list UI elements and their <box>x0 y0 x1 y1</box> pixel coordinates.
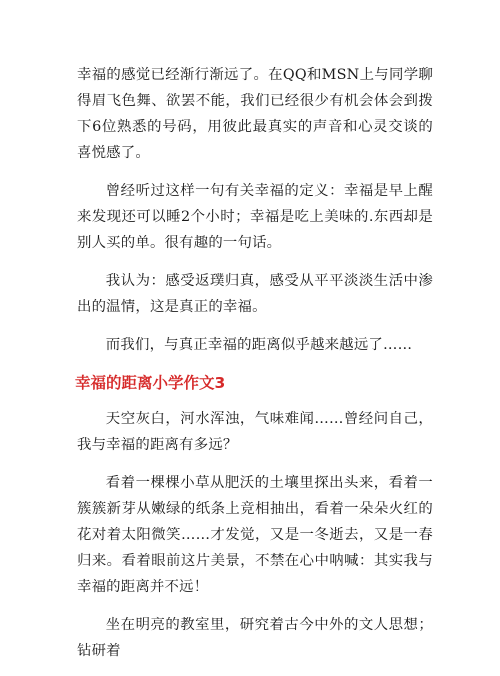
paragraph: 曾经听过这样一句有关幸福的定义：幸福是早上醒来发现还可以睡2个小时；幸福是吃上美味的.东西却是别人买的单。很有趣的一句话。 <box>77 183 433 251</box>
paragraph: 天空灰白，河水浑浊，气味难闻……曾经问自己，我与幸福的距离有多远？ <box>77 411 433 453</box>
paragraph: 我认为：感受返璞归真，感受从平平淡淡生活中渗出的温情，这是真正的幸福。 <box>77 273 433 315</box>
paragraph: 看着一棵棵小草从肥沃的土壤里探出头来，看着一簇簇新芽从嫩绿的纸条上竞相抽出，看着一朵朵火红的花对着太阳微笑……才发觉，又是一冬逝去，又是一春归来。看着眼前这片美景，不禁在心中呐喊：其实我与幸福的距离并不远！ <box>77 475 433 595</box>
section-heading: 幸福的距离小学作文3 <box>75 374 226 392</box>
paragraph: 而我们，与真正幸福的距离似乎越来越远了…… <box>105 337 413 353</box>
paragraph: 坐在明亮的教室里，研究着古今中外的文人思想；钻研着 <box>77 617 433 659</box>
article-body <box>77 62 433 676</box>
paragraph: 幸福的感觉已经渐行渐远了。在QQ和MSN上与同学聊得眉飞色舞、欲罢不能，我们已经很少有机会体会到拨下6位熟悉的号码，用彼此最真实的声音和心灵交谈的喜悦感了。 <box>77 67 433 161</box>
